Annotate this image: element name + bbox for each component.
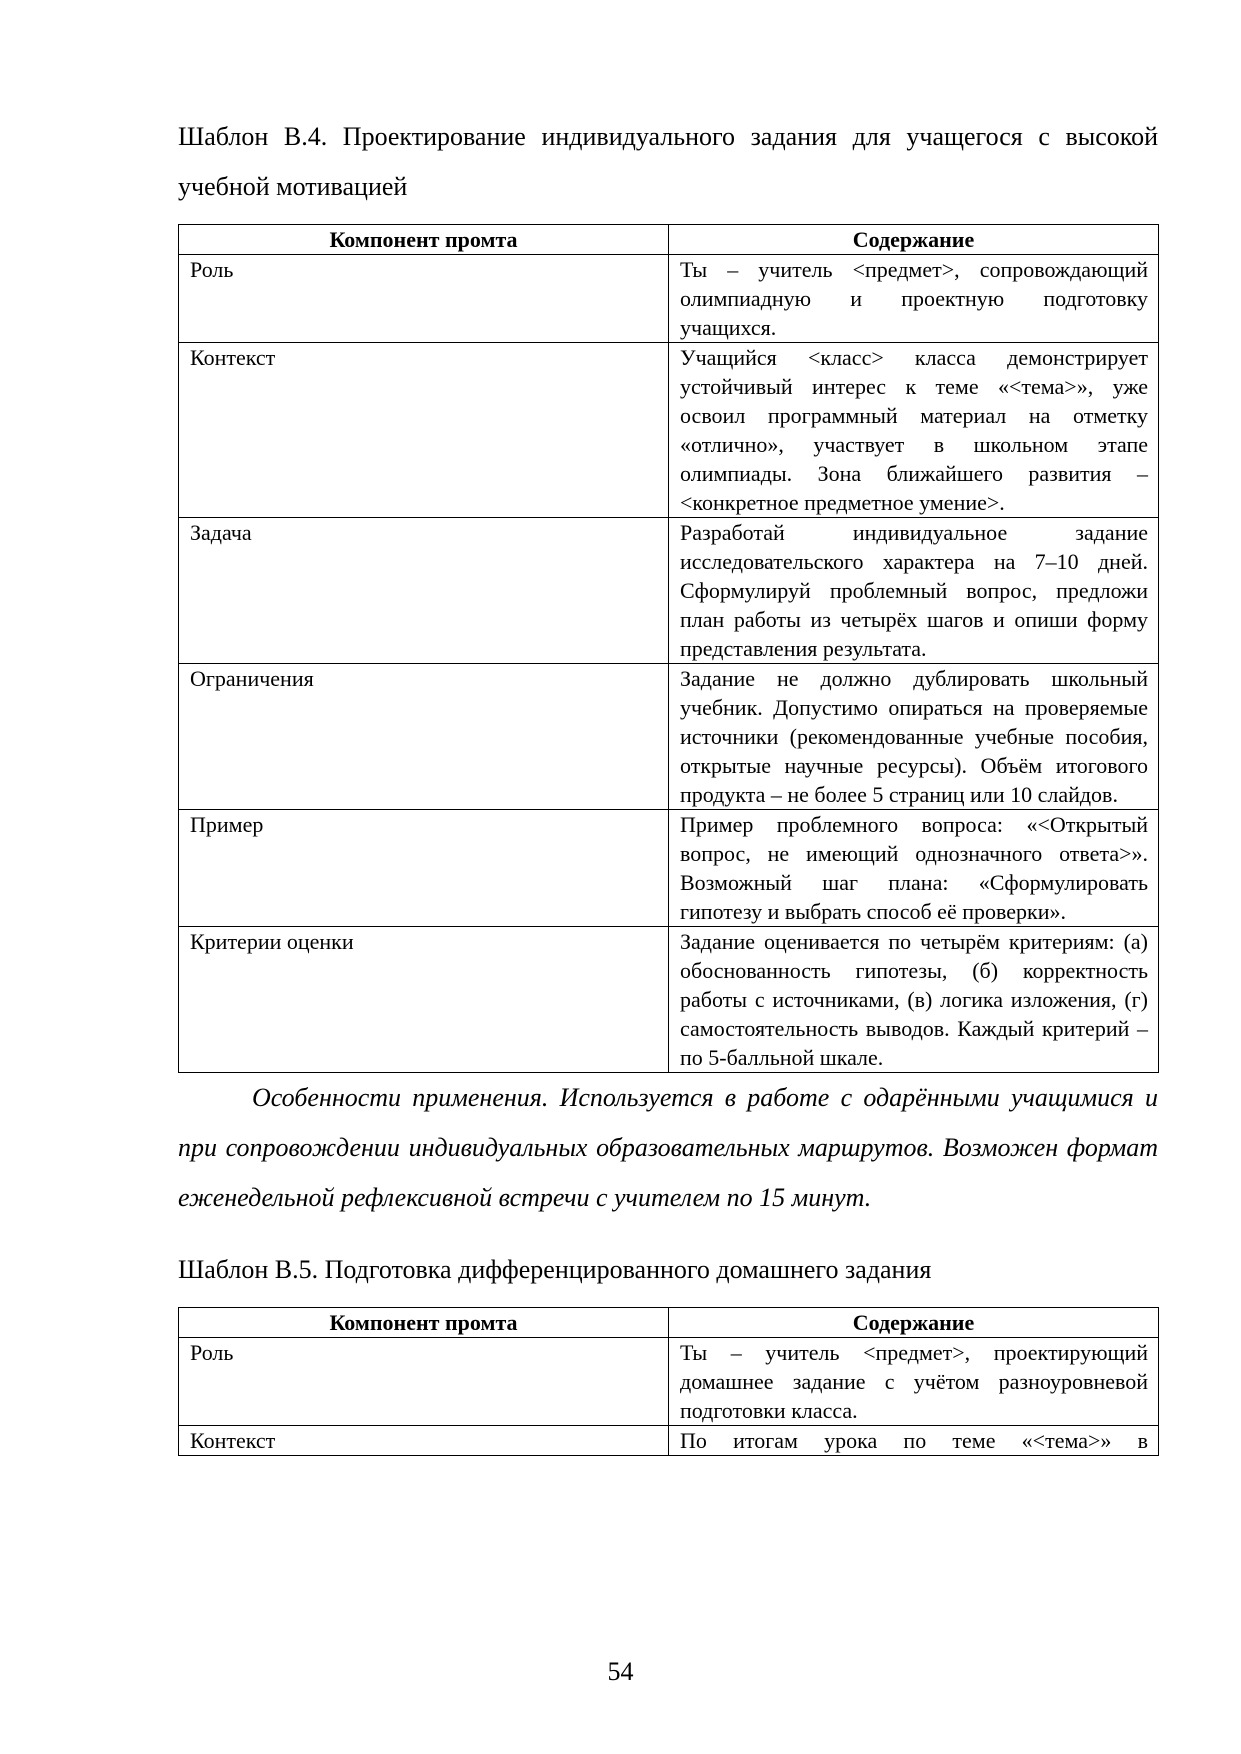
row-content-constraints: Задание не должно дублировать школьный учебник. Допустимо опираться на проверяемые источники (рекомендованные учебные пособия, открытые научные ресурсы). Объём итогового продукта – не более 5 страниц или 10 слайдов. <box>669 664 1159 810</box>
row-content-example: Пример проблемного вопроса: «<Открытый вопрос, не имеющий однозначного ответа>». Возможный шаг плана: «Сформулировать гипотезу и выбрать способ её проверки». <box>669 810 1159 927</box>
row-content-context: Учащийся <класс> класса демонстрирует устойчивый интерес к теме «<тема>», уже освоил программный материал на отметку «отлично», участвует в школьном этапе олимпиады. Зона ближайшего развития – <конкретное предметное умение>. <box>669 343 1159 518</box>
column-header-content: Содержание <box>669 225 1159 255</box>
table-row <box>179 664 1159 810</box>
page-number: 54 <box>607 1657 634 1686</box>
row-content-criteria: Задание оценивается по четырём критериям: (а) обоснованность гипотезы, (б) корректность работы с источниками, (в) логика изложения, (г) самостоятельность выводов. Каждый критерий – по 5-балльной шкале. <box>669 927 1159 1073</box>
template-b5-table <box>178 1307 1159 1456</box>
row-component-criteria: Критерии оценки <box>179 927 669 1073</box>
row-content-role: Ты – учитель <предмет>, проектирующий домашнее задание с учётом разноуровневой подготовки класса. <box>669 1338 1159 1426</box>
table-row <box>179 343 1159 518</box>
row-content-context: По итогам урока по теме «<тема>» в <box>669 1426 1159 1456</box>
row-component-example: Пример <box>179 810 669 927</box>
row-component-role: Роль <box>179 1338 669 1426</box>
table-header-row <box>179 1308 1159 1338</box>
template-b5-title: Шаблон В.5. Подготовка дифференцированного домашнего задания <box>178 1255 932 1284</box>
row-content-task: Разработай индивидуальное задание исследовательского характера на 7–10 дней. Сформулируй проблемный вопрос, предложи план работы из четырёх шагов и опиши форму представления результата. <box>669 518 1159 664</box>
table-row <box>179 927 1159 1073</box>
column-header-content: Содержание <box>669 1308 1159 1338</box>
table-row <box>179 255 1159 343</box>
column-header-component: Компонент промта <box>179 1308 669 1338</box>
table-header-row <box>179 225 1159 255</box>
table-row <box>179 518 1159 664</box>
column-header-component: Компонент промта <box>179 225 669 255</box>
template-b4-usage-note: Особенности применения. Используется в работе с одарёнными учащимися и при сопровождении индивидуальных образовательных маршрутов. Возможен формат еженедельной рефлексивной встречи с учителем по 15 минут. <box>178 1083 1158 1212</box>
row-component-role: Роль <box>179 255 669 343</box>
table-row <box>179 810 1159 927</box>
row-content-role: Ты – учитель <предмет>, сопровождающий олимпиадную и проектную подготовку учащихся. <box>669 255 1159 343</box>
table-row <box>179 1426 1159 1456</box>
row-component-context: Контекст <box>179 1426 669 1456</box>
row-component-task: Задача <box>179 518 669 664</box>
document-page <box>178 112 1158 1456</box>
row-component-constraints: Ограничения <box>179 664 669 810</box>
template-b4-table <box>178 224 1159 1073</box>
table-row <box>179 1338 1159 1426</box>
template-b4-title: Шаблон В.4. Проектирование индивидуального задания для учащегося с высокой учебной мотивацией <box>178 122 1158 201</box>
row-component-context: Контекст <box>179 343 669 518</box>
